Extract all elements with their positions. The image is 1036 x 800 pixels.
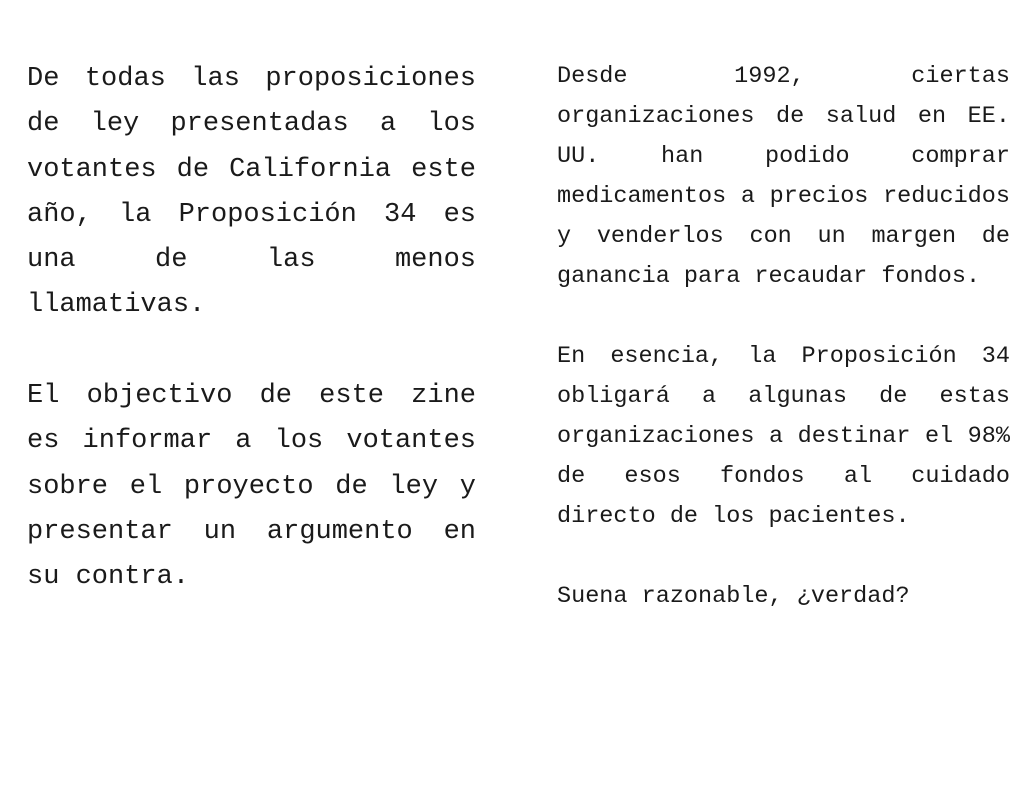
proposition-summary-paragraph: En esencia, la Proposición 34 obligará a algunas de estas organizaciones a destinar el 98% de esos fondos al cuidado directo de los pacientes. xyxy=(557,343,1010,530)
right-column xyxy=(557,57,1010,617)
closing-question: Suena razonable, ¿verdad? xyxy=(557,583,910,610)
intro-paragraph: De todas las proposiciones de ley presentadas a los votantes de California este año, la Proposición 34 es una de las menos llamativas. xyxy=(27,64,476,321)
background-paragraph: Desde 1992, ciertas organizaciones de salud en EE. UU. han podido comprar medicamentos a precios reducidos y venderlos con un margen de ganancia para recaudar fondos. xyxy=(557,63,1010,290)
purpose-paragraph: El objectivo de este zine es informar a los votantes sobre el proyecto de ley y presentar un argumento en su contra. xyxy=(27,381,476,593)
left-column xyxy=(27,57,476,601)
